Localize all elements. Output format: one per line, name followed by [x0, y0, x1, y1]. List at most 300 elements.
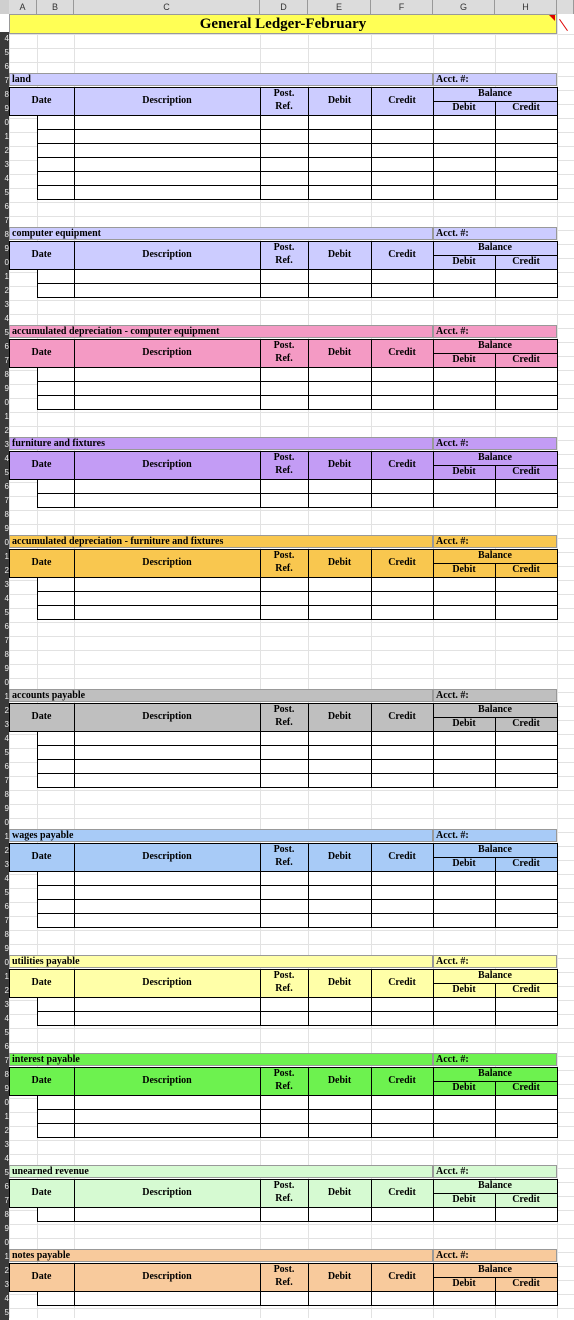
entry-cell[interactable]: [260, 885, 309, 900]
entry-cell[interactable]: [433, 1109, 496, 1124]
row-header[interactable]: 3: [0, 158, 9, 172]
entry-cell[interactable]: [260, 381, 309, 396]
entry-cell[interactable]: [495, 1207, 558, 1222]
account-name[interactable]: wages payable: [12, 830, 74, 841]
row-header[interactable]: 8: [0, 368, 9, 382]
entry-cell[interactable]: [260, 367, 309, 382]
entry-cell[interactable]: [371, 605, 434, 620]
row-header[interactable]: 5: [0, 186, 9, 200]
sheet-title[interactable]: General Ledger-February: [9, 14, 557, 34]
row-header[interactable]: 1: [0, 130, 9, 144]
entry-cell[interactable]: [74, 1011, 261, 1026]
entry-cell[interactable]: [260, 871, 309, 886]
entry-cell[interactable]: [74, 381, 261, 396]
entry-cell[interactable]: [37, 171, 75, 186]
entry-cell[interactable]: [371, 115, 434, 130]
entry-cell[interactable]: [37, 731, 75, 746]
entry-cell[interactable]: [433, 1207, 496, 1222]
entry-cell[interactable]: [433, 395, 496, 410]
entry-cell[interactable]: [371, 577, 434, 592]
entry-cell[interactable]: [74, 913, 261, 928]
entry-cell[interactable]: [495, 367, 558, 382]
entry-cell[interactable]: [308, 745, 372, 760]
row-header[interactable]: 2: [0, 424, 9, 438]
row-header[interactable]: 7: [0, 634, 9, 648]
entry-cell[interactable]: [260, 1095, 309, 1110]
entry-cell[interactable]: [308, 899, 372, 914]
entry-cell[interactable]: [495, 731, 558, 746]
entry-cell[interactable]: [74, 745, 261, 760]
entry-cell[interactable]: [308, 493, 372, 508]
entry-cell[interactable]: [260, 1011, 309, 1026]
row-header[interactable]: 9: [0, 382, 9, 396]
entry-cell[interactable]: [433, 381, 496, 396]
entry-cell[interactable]: [37, 283, 75, 298]
row-header[interactable]: 6: [0, 1040, 9, 1054]
entry-cell[interactable]: [260, 1291, 309, 1306]
account-name[interactable]: notes payable: [12, 1250, 71, 1261]
row-header[interactable]: 6: [0, 1180, 9, 1194]
entry-cell[interactable]: [260, 143, 309, 158]
entry-cell[interactable]: [371, 1291, 434, 1306]
entry-cell[interactable]: [74, 115, 261, 130]
row-header[interactable]: 3: [0, 718, 9, 732]
entry-cell[interactable]: [37, 913, 75, 928]
entry-cell[interactable]: [433, 269, 496, 284]
row-header[interactable]: 8: [0, 648, 9, 662]
entry-cell[interactable]: [433, 1123, 496, 1138]
entry-cell[interactable]: [495, 1123, 558, 1138]
entry-cell[interactable]: [260, 745, 309, 760]
entry-cell[interactable]: [433, 871, 496, 886]
entry-cell[interactable]: [433, 493, 496, 508]
row-header[interactable]: 4: [0, 872, 9, 886]
entry-cell[interactable]: [371, 479, 434, 494]
entry-cell[interactable]: [495, 269, 558, 284]
account-name[interactable]: utilities payable: [12, 956, 80, 967]
entry-cell[interactable]: [74, 1123, 261, 1138]
entry-cell[interactable]: [308, 185, 372, 200]
entry-cell[interactable]: [308, 1011, 372, 1026]
entry-cell[interactable]: [433, 143, 496, 158]
row-header[interactable]: 0: [0, 1236, 9, 1250]
row-header[interactable]: 6: [0, 900, 9, 914]
entry-cell[interactable]: [308, 591, 372, 606]
entry-cell[interactable]: [495, 577, 558, 592]
row-header[interactable]: 8: [0, 88, 9, 102]
entry-cell[interactable]: [74, 759, 261, 774]
entry-cell[interactable]: [433, 129, 496, 144]
entry-cell[interactable]: [260, 731, 309, 746]
row-header[interactable]: 2: [0, 984, 9, 998]
column-header-a[interactable]: A: [9, 0, 37, 14]
entry-cell[interactable]: [74, 395, 261, 410]
row-header[interactable]: 5: [0, 1306, 9, 1320]
entry-cell[interactable]: [37, 1291, 75, 1306]
entry-cell[interactable]: [74, 143, 261, 158]
row-header[interactable]: 1: [0, 550, 9, 564]
row-header[interactable]: 4: [0, 1152, 9, 1166]
entry-cell[interactable]: [495, 591, 558, 606]
account-name[interactable]: furniture and fixtures: [12, 438, 105, 449]
row-header[interactable]: 8: [0, 788, 9, 802]
row-header[interactable]: 6: [0, 760, 9, 774]
row-header[interactable]: 5: [0, 46, 9, 60]
entry-cell[interactable]: [433, 157, 496, 172]
entry-cell[interactable]: [433, 1291, 496, 1306]
row-header[interactable]: 2: [0, 564, 9, 578]
column-header-e[interactable]: E: [308, 0, 371, 14]
entry-cell[interactable]: [308, 577, 372, 592]
entry-cell[interactable]: [260, 773, 309, 788]
row-header[interactable]: 3: [0, 858, 9, 872]
row-header[interactable]: 4: [0, 1012, 9, 1026]
entry-cell[interactable]: [74, 185, 261, 200]
entry-cell[interactable]: [495, 143, 558, 158]
entry-cell[interactable]: [495, 395, 558, 410]
row-header[interactable]: 1: [0, 1250, 9, 1264]
column-header-c[interactable]: C: [74, 0, 260, 14]
entry-cell[interactable]: [371, 283, 434, 298]
row-header[interactable]: 5: [0, 886, 9, 900]
row-header[interactable]: 0: [0, 676, 9, 690]
row-header[interactable]: 8: [0, 928, 9, 942]
row-header[interactable]: 9: [0, 1082, 9, 1096]
entry-cell[interactable]: [495, 129, 558, 144]
row-header[interactable]: 4: [0, 452, 9, 466]
entry-cell[interactable]: [495, 899, 558, 914]
entry-cell[interactable]: [495, 871, 558, 886]
row-header[interactable]: 7: [0, 214, 9, 228]
entry-cell[interactable]: [308, 157, 372, 172]
row-header[interactable]: 9: [0, 522, 9, 536]
entry-cell[interactable]: [37, 367, 75, 382]
entry-cell[interactable]: [37, 591, 75, 606]
entry-cell[interactable]: [260, 157, 309, 172]
entry-cell[interactable]: [371, 759, 434, 774]
row-header[interactable]: 1: [0, 1110, 9, 1124]
entry-cell[interactable]: [308, 773, 372, 788]
entry-cell[interactable]: [495, 283, 558, 298]
entry-cell[interactable]: [260, 913, 309, 928]
entry-cell[interactable]: [37, 899, 75, 914]
entry-cell[interactable]: [433, 1011, 496, 1026]
entry-cell[interactable]: [371, 871, 434, 886]
entry-cell[interactable]: [371, 395, 434, 410]
row-header[interactable]: 6: [0, 340, 9, 354]
row-header[interactable]: 9: [0, 1222, 9, 1236]
entry-cell[interactable]: [37, 745, 75, 760]
entry-cell[interactable]: [37, 143, 75, 158]
row-header[interactable]: 7: [0, 1194, 9, 1208]
entry-cell[interactable]: [37, 885, 75, 900]
entry-cell[interactable]: [74, 1207, 261, 1222]
entry-cell[interactable]: [308, 997, 372, 1012]
column-header-g[interactable]: G: [433, 0, 495, 14]
entry-cell[interactable]: [308, 1095, 372, 1110]
row-header[interactable]: 4: [0, 732, 9, 746]
row-header[interactable]: 7: [0, 1054, 9, 1068]
entry-cell[interactable]: [495, 1291, 558, 1306]
entry-cell[interactable]: [495, 885, 558, 900]
comment-indicator-icon[interactable]: [549, 15, 555, 21]
row-header[interactable]: 4: [0, 172, 9, 186]
entry-cell[interactable]: [308, 731, 372, 746]
entry-cell[interactable]: [37, 129, 75, 144]
entry-cell[interactable]: [308, 143, 372, 158]
row-header[interactable]: 3: [0, 298, 9, 312]
entry-cell[interactable]: [433, 997, 496, 1012]
entry-cell[interactable]: [74, 157, 261, 172]
entry-cell[interactable]: [495, 493, 558, 508]
entry-cell[interactable]: [308, 171, 372, 186]
entry-cell[interactable]: [308, 395, 372, 410]
column-header-b[interactable]: B: [37, 0, 74, 14]
account-name[interactable]: interest payable: [12, 1054, 80, 1065]
entry-cell[interactable]: [37, 997, 75, 1012]
entry-cell[interactable]: [371, 1109, 434, 1124]
entry-cell[interactable]: [74, 1095, 261, 1110]
row-header[interactable]: 8: [0, 1208, 9, 1222]
entry-cell[interactable]: [308, 1123, 372, 1138]
entry-cell[interactable]: [495, 185, 558, 200]
row-header[interactable]: 7: [0, 914, 9, 928]
entry-cell[interactable]: [371, 1095, 434, 1110]
entry-cell[interactable]: [371, 367, 434, 382]
row-header[interactable]: 5: [0, 746, 9, 760]
entry-cell[interactable]: [37, 1109, 75, 1124]
row-header[interactable]: 7: [0, 494, 9, 508]
row-header[interactable]: 6: [0, 620, 9, 634]
entry-cell[interactable]: [74, 171, 261, 186]
entry-cell[interactable]: [74, 493, 261, 508]
entry-cell[interactable]: [433, 605, 496, 620]
row-header[interactable]: 8: [0, 228, 9, 242]
entry-cell[interactable]: [371, 1011, 434, 1026]
entry-cell[interactable]: [308, 115, 372, 130]
entry-cell[interactable]: [260, 997, 309, 1012]
account-name[interactable]: accounts payable: [12, 690, 86, 701]
entry-cell[interactable]: [308, 367, 372, 382]
entry-cell[interactable]: [308, 1291, 372, 1306]
row-header[interactable]: 9: [0, 802, 9, 816]
row-header[interactable]: 2: [0, 144, 9, 158]
entry-cell[interactable]: [308, 605, 372, 620]
entry-cell[interactable]: [37, 381, 75, 396]
entry-cell[interactable]: [371, 1123, 434, 1138]
row-header[interactable]: 0: [0, 116, 9, 130]
entry-cell[interactable]: [37, 1095, 75, 1110]
entry-cell[interactable]: [74, 479, 261, 494]
entry-cell[interactable]: [260, 759, 309, 774]
column-header-h[interactable]: H: [495, 0, 557, 14]
row-header[interactable]: 8: [0, 508, 9, 522]
row-header[interactable]: 0: [0, 1096, 9, 1110]
entry-cell[interactable]: [260, 129, 309, 144]
row-header[interactable]: 2: [0, 284, 9, 298]
entry-cell[interactable]: [495, 115, 558, 130]
row-header[interactable]: 1: [0, 970, 9, 984]
row-header[interactable]: 0: [0, 396, 9, 410]
entry-cell[interactable]: [260, 899, 309, 914]
entry-cell[interactable]: [308, 129, 372, 144]
entry-cell[interactable]: [260, 577, 309, 592]
row-header[interactable]: 3: [0, 998, 9, 1012]
column-header-d[interactable]: D: [260, 0, 308, 14]
entry-cell[interactable]: [260, 1207, 309, 1222]
entry-cell[interactable]: [37, 1207, 75, 1222]
entry-cell[interactable]: [495, 157, 558, 172]
entry-cell[interactable]: [308, 381, 372, 396]
row-header[interactable]: 9: [0, 662, 9, 676]
entry-cell[interactable]: [37, 577, 75, 592]
row-header[interactable]: 5: [0, 606, 9, 620]
column-header-f[interactable]: F: [371, 0, 433, 14]
entry-cell[interactable]: [495, 605, 558, 620]
entry-cell[interactable]: [74, 871, 261, 886]
row-header[interactable]: 7: [0, 774, 9, 788]
entry-cell[interactable]: [74, 1109, 261, 1124]
row-header[interactable]: 0: [0, 256, 9, 270]
row-header[interactable]: 3: [0, 438, 9, 452]
entry-cell[interactable]: [37, 605, 75, 620]
entry-cell[interactable]: [433, 367, 496, 382]
row-header[interactable]: 5: [0, 1166, 9, 1180]
row-header[interactable]: 4: [0, 32, 9, 46]
row-header[interactable]: 0: [0, 956, 9, 970]
entry-cell[interactable]: [260, 1123, 309, 1138]
entry-cell[interactable]: [495, 913, 558, 928]
entry-cell[interactable]: [371, 157, 434, 172]
entry-cell[interactable]: [433, 759, 496, 774]
row-header[interactable]: 1: [0, 270, 9, 284]
entry-cell[interactable]: [37, 157, 75, 172]
row-header[interactable]: 2: [0, 1264, 9, 1278]
entry-cell[interactable]: [371, 913, 434, 928]
entry-cell[interactable]: [495, 381, 558, 396]
entry-cell[interactable]: [495, 1109, 558, 1124]
entry-cell[interactable]: [371, 143, 434, 158]
entry-cell[interactable]: [433, 773, 496, 788]
entry-cell[interactable]: [371, 493, 434, 508]
row-header[interactable]: 5: [0, 466, 9, 480]
entry-cell[interactable]: [74, 997, 261, 1012]
entry-cell[interactable]: [37, 773, 75, 788]
entry-cell[interactable]: [433, 479, 496, 494]
entry-cell[interactable]: [495, 1095, 558, 1110]
entry-cell[interactable]: [371, 885, 434, 900]
entry-cell[interactable]: [495, 759, 558, 774]
row-header[interactable]: 6: [0, 480, 9, 494]
row-header[interactable]: 0: [0, 816, 9, 830]
entry-cell[interactable]: [37, 115, 75, 130]
entry-cell[interactable]: [260, 283, 309, 298]
entry-cell[interactable]: [433, 171, 496, 186]
entry-cell[interactable]: [433, 745, 496, 760]
entry-cell[interactable]: [433, 591, 496, 606]
row-header[interactable]: 7: [0, 74, 9, 88]
entry-cell[interactable]: [260, 591, 309, 606]
entry-cell[interactable]: [371, 773, 434, 788]
row-header[interactable]: 4: [0, 312, 9, 326]
entry-cell[interactable]: [495, 171, 558, 186]
entry-cell[interactable]: [260, 115, 309, 130]
entry-cell[interactable]: [371, 171, 434, 186]
entry-cell[interactable]: [433, 185, 496, 200]
entry-cell[interactable]: [495, 997, 558, 1012]
entry-cell[interactable]: [371, 591, 434, 606]
entry-cell[interactable]: [260, 269, 309, 284]
entry-cell[interactable]: [495, 773, 558, 788]
entry-cell[interactable]: [74, 283, 261, 298]
entry-cell[interactable]: [308, 871, 372, 886]
row-header[interactable]: 0: [0, 536, 9, 550]
entry-cell[interactable]: [433, 115, 496, 130]
entry-cell[interactable]: [308, 885, 372, 900]
entry-cell[interactable]: [74, 773, 261, 788]
row-header[interactable]: 8: [0, 1068, 9, 1082]
entry-cell[interactable]: [74, 605, 261, 620]
row-header[interactable]: 5: [0, 1026, 9, 1040]
row-header[interactable]: 6: [0, 60, 9, 74]
row-header[interactable]: 5: [0, 326, 9, 340]
entry-cell[interactable]: [433, 731, 496, 746]
row-header[interactable]: 4: [0, 1292, 9, 1306]
account-name[interactable]: accumulated depreciation - computer equipment: [12, 326, 220, 337]
entry-cell[interactable]: [37, 479, 75, 494]
row-header[interactable]: 2: [0, 1124, 9, 1138]
entry-cell[interactable]: [433, 913, 496, 928]
entry-cell[interactable]: [37, 493, 75, 508]
entry-cell[interactable]: [74, 885, 261, 900]
entry-cell[interactable]: [371, 899, 434, 914]
entry-cell[interactable]: [308, 1109, 372, 1124]
entry-cell[interactable]: [260, 171, 309, 186]
entry-cell[interactable]: [74, 577, 261, 592]
entry-cell[interactable]: [260, 1109, 309, 1124]
entry-cell[interactable]: [37, 871, 75, 886]
row-header[interactable]: 3: [0, 1138, 9, 1152]
entry-cell[interactable]: [37, 395, 75, 410]
row-header[interactable]: 1: [0, 410, 9, 424]
row-header[interactable]: 2: [0, 704, 9, 718]
entry-cell[interactable]: [308, 913, 372, 928]
entry-cell[interactable]: [37, 1123, 75, 1138]
row-header[interactable]: 1: [0, 690, 9, 704]
entry-cell[interactable]: [260, 479, 309, 494]
entry-cell[interactable]: [260, 493, 309, 508]
entry-cell[interactable]: [371, 129, 434, 144]
row-header[interactable]: 6: [0, 200, 9, 214]
entry-cell[interactable]: [433, 899, 496, 914]
entry-cell[interactable]: [495, 745, 558, 760]
entry-cell[interactable]: [433, 283, 496, 298]
entry-cell[interactable]: [308, 759, 372, 774]
entry-cell[interactable]: [371, 1207, 434, 1222]
entry-cell[interactable]: [37, 759, 75, 774]
entry-cell[interactable]: [371, 997, 434, 1012]
entry-cell[interactable]: [308, 283, 372, 298]
entry-cell[interactable]: [433, 1095, 496, 1110]
entry-cell[interactable]: [308, 1207, 372, 1222]
entry-cell[interactable]: [74, 1291, 261, 1306]
entry-cell[interactable]: [74, 129, 261, 144]
entry-cell[interactable]: [308, 269, 372, 284]
row-header[interactable]: 1: [0, 830, 9, 844]
entry-cell[interactable]: [74, 591, 261, 606]
row-header[interactable]: 4: [0, 592, 9, 606]
entry-cell[interactable]: [433, 885, 496, 900]
